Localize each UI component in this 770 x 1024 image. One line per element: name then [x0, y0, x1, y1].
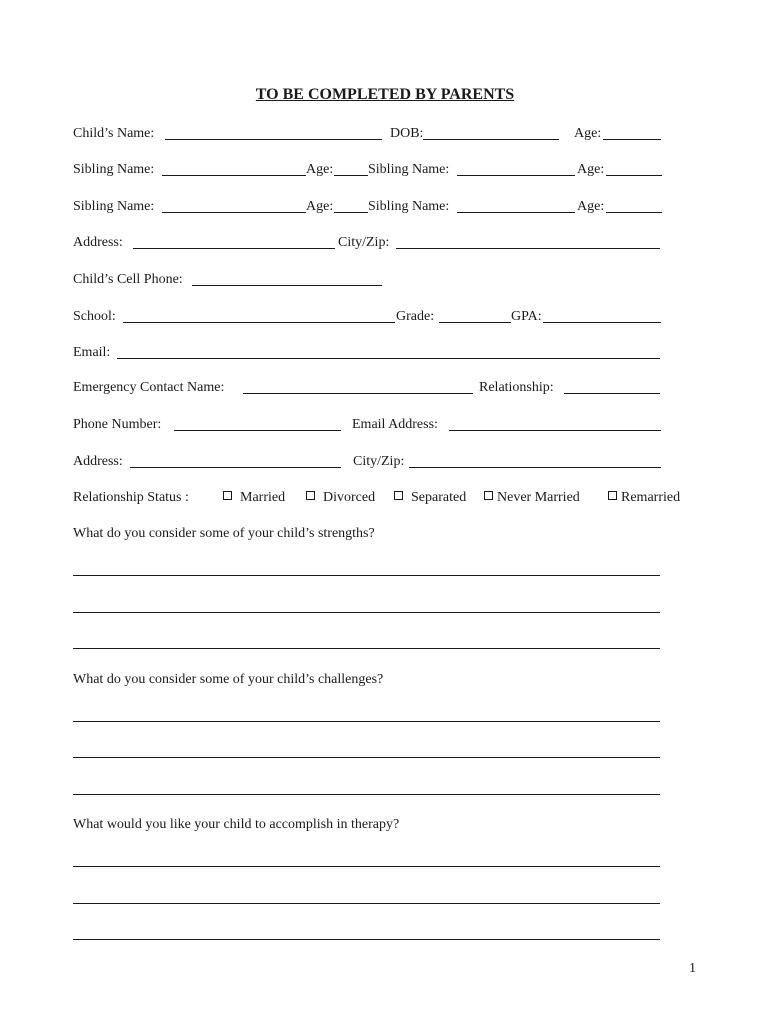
- accomplish-answer-line[interactable]: [73, 866, 660, 867]
- sibling-age-field[interactable]: [606, 175, 662, 176]
- option-divorced[interactable]: [306, 488, 375, 508]
- emergency-contact-row: [73, 378, 713, 398]
- relationship-field[interactable]: [564, 393, 660, 394]
- sibling-age-field[interactable]: [334, 175, 368, 176]
- accomplish-question: What would you like your child to accomplish in therapy?: [73, 817, 400, 832]
- option-label: Never Married: [497, 490, 580, 505]
- emergency-contact-field[interactable]: [243, 393, 473, 394]
- sibling-name-label: Sibling Name:: [73, 162, 155, 177]
- dob-field[interactable]: [423, 139, 559, 140]
- checkbox-icon[interactable]: [223, 491, 232, 500]
- option-separated[interactable]: [394, 488, 466, 508]
- option-married[interactable]: [223, 488, 285, 508]
- email-field[interactable]: [117, 358, 660, 359]
- child-info-row: [73, 124, 713, 144]
- grade-field[interactable]: [439, 322, 511, 323]
- option-remarried[interactable]: [608, 488, 680, 508]
- accomplish-answer-line[interactable]: [73, 939, 660, 940]
- strengths-answer-line[interactable]: [73, 575, 660, 576]
- age-field[interactable]: [603, 139, 661, 140]
- strengths-answer-line[interactable]: [73, 648, 660, 649]
- email-label: Email:: [73, 345, 111, 360]
- school-row: [73, 307, 713, 327]
- gpa-label: GPA:: [511, 309, 542, 324]
- child-name-field[interactable]: [165, 139, 382, 140]
- challenges-answer-line[interactable]: [73, 794, 660, 795]
- sibling-row-2: [73, 197, 713, 217]
- checkbox-icon[interactable]: [306, 491, 315, 500]
- relationship-label: Relationship:: [479, 380, 554, 395]
- option-label: Separated: [411, 490, 467, 505]
- child-cell-phone-field[interactable]: [192, 285, 382, 286]
- sibling-age-field[interactable]: [334, 212, 368, 213]
- option-label: Remarried: [621, 490, 681, 505]
- relationship-status-row: [73, 488, 733, 508]
- form-title: TO BE COMPLETED BY PARENTS: [255, 86, 515, 103]
- contact-phone-row: [73, 415, 713, 435]
- city-zip-field[interactable]: [409, 467, 661, 468]
- accomplish-answer-line[interactable]: [73, 903, 660, 904]
- option-label: Divorced: [323, 490, 376, 505]
- school-label: School:: [73, 309, 116, 324]
- sibling-row-1: [73, 160, 713, 180]
- phone-number-field[interactable]: [174, 430, 341, 431]
- sibling-age-label: Age:: [306, 199, 334, 214]
- address-row: [73, 233, 713, 253]
- sibling-name-label: Sibling Name:: [368, 162, 450, 177]
- sibling-name-field[interactable]: [162, 212, 306, 213]
- grade-label: Grade:: [396, 309, 435, 324]
- option-label: Married: [240, 490, 286, 505]
- school-field[interactable]: [123, 322, 395, 323]
- strengths-answer-line[interactable]: [73, 612, 660, 613]
- child-cell-phone-label: Child’s Cell Phone:: [73, 272, 183, 287]
- option-never-married[interactable]: [484, 488, 580, 508]
- age-label: Age:: [574, 126, 602, 141]
- relationship-status-label: Relationship Status :: [73, 490, 189, 505]
- sibling-age-field[interactable]: [606, 212, 662, 213]
- dob-label: DOB:: [390, 126, 424, 141]
- sibling-age-label: Age:: [577, 162, 605, 177]
- challenges-answer-line[interactable]: [73, 757, 660, 758]
- checkbox-icon[interactable]: [394, 491, 403, 500]
- city-zip-field[interactable]: [396, 248, 660, 249]
- child-phone-row: [73, 270, 713, 290]
- email-row: [73, 343, 713, 363]
- address-label: Address:: [73, 454, 123, 469]
- checkbox-icon[interactable]: [608, 491, 617, 500]
- gpa-field[interactable]: [543, 322, 661, 323]
- challenges-answer-line[interactable]: [73, 721, 660, 722]
- child-name-label: Child’s Name:: [73, 126, 155, 141]
- contact-address-row: [73, 452, 713, 472]
- sibling-name-label: Sibling Name:: [368, 199, 450, 214]
- challenges-question: What do you consider some of your child’s challenges?: [73, 672, 384, 687]
- sibling-name-field[interactable]: [457, 175, 575, 176]
- city-zip-label: City/Zip:: [338, 235, 390, 250]
- phone-number-label: Phone Number:: [73, 417, 162, 432]
- address-label: Address:: [73, 235, 123, 250]
- strengths-question: What do you consider some of your child’s strengths?: [73, 526, 375, 541]
- sibling-name-field[interactable]: [457, 212, 575, 213]
- sibling-age-label: Age:: [577, 199, 605, 214]
- emergency-contact-label: Emergency Contact Name:: [73, 380, 225, 395]
- sibling-age-label: Age:: [306, 162, 334, 177]
- page-number: 1: [689, 961, 696, 976]
- address-field[interactable]: [130, 467, 341, 468]
- email-address-label: Email Address:: [352, 417, 438, 432]
- address-field[interactable]: [133, 248, 335, 249]
- sibling-name-label: Sibling Name:: [73, 199, 155, 214]
- checkbox-icon[interactable]: [484, 491, 493, 500]
- city-zip-label: City/Zip:: [353, 454, 405, 469]
- sibling-name-field[interactable]: [162, 175, 306, 176]
- email-address-field[interactable]: [449, 430, 661, 431]
